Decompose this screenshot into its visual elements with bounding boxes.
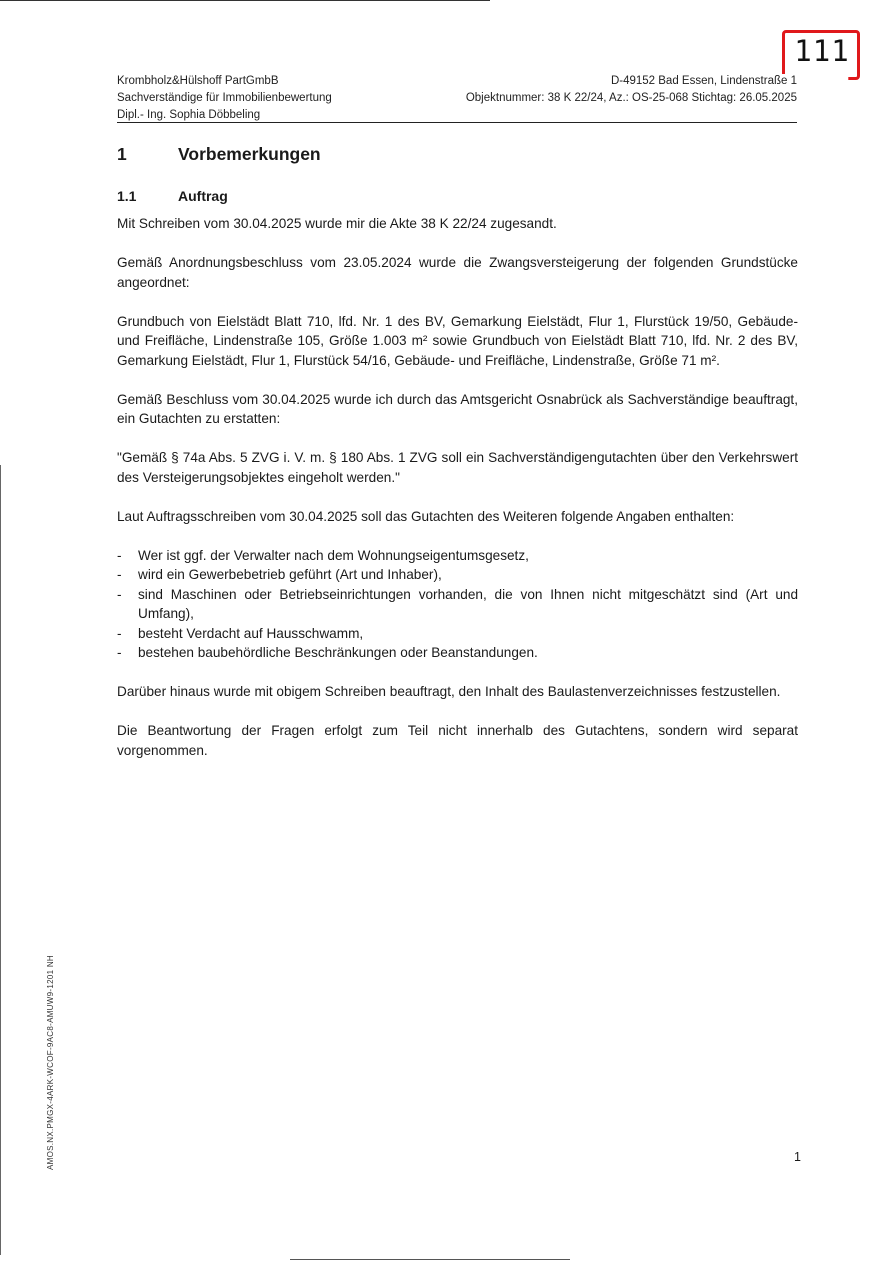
- paragraph-answers: Die Beantwortung der Fragen erfolgt zum Teil nicht innerhalb des Gutachtens, sondern wird separat vorgenommen.: [117, 723, 798, 758]
- list-item: [117, 643, 798, 663]
- list-item-text: Wer ist ggf. der Verwalter nach dem Wohnungseigentumsgesetz,: [138, 547, 529, 563]
- page-number: 1: [794, 1150, 801, 1164]
- paragraph-order: Gemäß Anordnungsbeschluss vom 23.05.2024 wurde die Zwangsversteigerung der folgenden Grundstücke angeordnet:: [117, 255, 798, 290]
- list-item-text: besteht Verdacht auf Hausschwamm,: [138, 625, 364, 641]
- document-body: [117, 214, 798, 780]
- paragraph-receipt: Mit Schreiben vom 30.04.2025 wurde mir die Akte 38 K 22/24 zugesandt.: [117, 216, 557, 231]
- paragraph-quote: "Gemäß § 74a Abs. 5 ZVG i. V. m. § 180 Abs. 1 ZVG soll ein Sachverständigengutachten über den Verkehrswert des Versteigerungsobjektes eingeholt werden.": [117, 450, 798, 485]
- section-number: 1: [117, 144, 127, 164]
- header-divider: [117, 122, 797, 123]
- list-item-text: wird ein Gewerbebetrieb geführt (Art und Inhaber),: [138, 567, 442, 582]
- document-side-id: AMOS.NX.PMGX-4ARK-WCOF-9AC8-AMUW9-1201 NH: [46, 955, 55, 1170]
- scan-edge-top: [0, 0, 490, 1]
- header-object-block: [466, 73, 797, 107]
- list-dash: -: [117, 645, 122, 660]
- paragraph-easements: Darüber hinaus wurde mit obigem Schreiben beauftragt, den Inhalt des Baulastenverzeichnisses festzustellen.: [117, 684, 781, 699]
- list-dash: -: [117, 547, 122, 563]
- list-dash: -: [117, 586, 122, 602]
- requirements-list: [117, 546, 798, 663]
- section-title: Vorbemerkungen: [178, 144, 321, 164]
- list-item-text: bestehen baubehördliche Beschränkungen oder Beanstandungen.: [138, 645, 538, 660]
- list-item: [117, 624, 798, 644]
- list-item: [117, 546, 798, 566]
- paragraph-requirements: Laut Auftragsschreiben vom 30.04.2025 soll das Gutachten des Weiteren folgende Angaben enthalten:: [117, 508, 735, 524]
- paragraph-land-register: Grundbuch von Eielstädt Blatt 710, lfd. Nr. 1 des BV, Gemarkung Eielstädt, Flur 1, Flurstück 19/50, Gebäude- und Freifläche, Lindenstraße 105, Größe 1.003 m² sowie Grundbuch von Eielstädt Blatt 710, lfd. Nr. 2 des BV, Gemarkung Eielstädt, Flur 1, Flurstück 54/16, Gebäude- und Freifläche, Lindenstraße, Größe 71 m².: [117, 313, 798, 368]
- header-author: Dipl.- Ing. Sophia Döbbeling: [117, 109, 261, 121]
- header-firm-block: [117, 73, 332, 124]
- list-item-text: sind Maschinen oder Betriebseinrichtungen vorhanden, die von Ihnen nicht mitgeschätzt sind (Art und Umfang),: [138, 586, 798, 621]
- subsection-number: 1.1: [117, 188, 137, 204]
- subsection-title: Auftrag: [178, 188, 228, 204]
- list-item: [117, 565, 798, 585]
- header-address: D-49152 Bad Essen, Lindenstraße 1: [610, 75, 797, 87]
- header-object-number: Objektnummer: 38 K 22/24, Az.: OS-25-068 Stichtag: 26.05.2025: [465, 92, 797, 104]
- list-dash: -: [117, 625, 122, 641]
- scan-edge-left: [0, 465, 1, 1255]
- scan-edge-bottom: [290, 1259, 570, 1260]
- paragraph-assignment: Gemäß Beschluss vom 30.04.2025 wurde ich durch das Amtsgericht Osnabrück als Sachverständige beauftragt, ein Gutachten zu erstatten:: [117, 391, 798, 426]
- header-firm-subtitle: Sachverständige für Immobilienbewertung: [117, 92, 332, 104]
- page-stamp-number: 111: [794, 34, 850, 68]
- list-item: [117, 585, 798, 624]
- list-dash: -: [117, 567, 122, 582]
- header-firm-name: Krombholz&Hülshoff PartGmbB: [117, 75, 279, 87]
